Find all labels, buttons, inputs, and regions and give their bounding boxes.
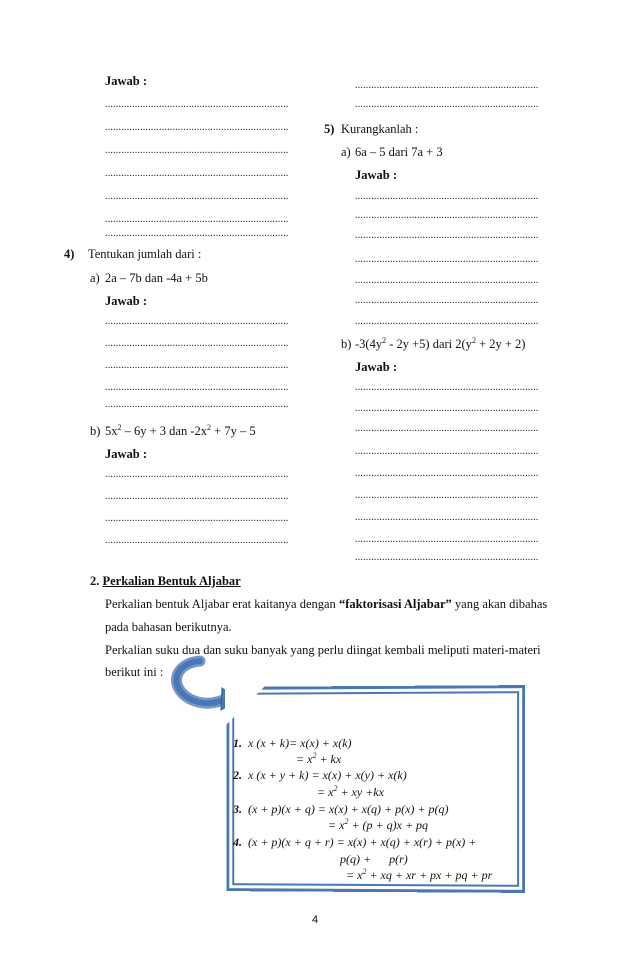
subquestion-text: 6a – 5 dari 7a + 3 [355, 145, 443, 159]
jawab-label: Jawab : [355, 360, 398, 374]
subquestion-text: 2a – 7b dan -4a + 5b [105, 271, 208, 285]
answer-line: .................................................................... [105, 168, 289, 179]
answer-line: .................................................................... [105, 316, 289, 327]
paragraph-line: pada bahasan berikutnya. [105, 620, 232, 634]
question-title: Kurangkanlah : [341, 122, 419, 136]
answer-line: .................................................................... [355, 210, 539, 221]
page-number: 4 [312, 914, 319, 926]
answer-line: .................................................................... [105, 191, 289, 202]
answer-line: .................................................................... [105, 399, 289, 410]
paragraph-line: Perkalian suku dua dan suku banyak yang perlu diingat kembali meliputi materi-materi [105, 643, 541, 657]
answer-line: .................................................................... [105, 469, 289, 480]
answer-line: .................................................................... [105, 122, 289, 133]
answer-line: .................................................................... [105, 145, 289, 156]
question-number: 4) [64, 247, 75, 261]
answer-line: .................................................................... [355, 403, 539, 414]
answer-line: .................................................................... [355, 552, 539, 563]
answer-line: .................................................................... [105, 214, 289, 225]
subquestion-label: b) [90, 424, 101, 438]
answer-line: .................................................................... [355, 382, 539, 393]
answer-line: .................................................................... [355, 316, 539, 327]
jawab-label: Jawab : [105, 74, 148, 88]
answer-line: .................................................................... [355, 99, 539, 110]
answer-line: .................................................................... [355, 468, 539, 479]
formula-3-line-1: 3. (x + p)(x + q) = x(x) + x(q) + p(x) + p(q) [233, 802, 449, 816]
formula-4-line-1: 4. (x + p)(x + q + r) = x(x) + x(q) + x(r) + p(x) + [233, 835, 477, 849]
answer-line: .................................................................... [105, 513, 289, 524]
formula-2-line-2: = $x^2$ + xy +kx [317, 784, 384, 799]
jawab-label: Jawab : [105, 294, 148, 308]
paragraph-line: berikut ini : [105, 665, 164, 679]
formula-4-line-2: p(q) + p(r) [340, 852, 408, 866]
answer-line: .................................................................... [355, 512, 539, 523]
answer-line: .................................................................... [105, 99, 289, 110]
answer-line: .................................................................... [105, 338, 289, 349]
formula-3-line-2: = $x^2 + (p + q)x$ + pq [328, 817, 429, 832]
answer-line: .................................................................... [355, 230, 539, 241]
answer-line: .................................................................... [105, 228, 289, 239]
answer-line: .................................................................... [355, 295, 539, 306]
subquestion-text: $5x^2 - 6y + 3$ dan $-2x^2 + 7y - 5$ [105, 422, 256, 438]
paragraph-line: Perkalian bentuk Aljabar erat kaitanya dengan “faktorisasi Aljabar” yang akan dibahas [105, 597, 548, 611]
answer-line: .................................................................... [355, 446, 539, 457]
answer-line: .................................................................... [355, 534, 539, 545]
formula-2-line-1: 2. x (x + y + k) = x(x) + x(y) + x(k) [233, 768, 407, 782]
section-number: 2. [90, 574, 100, 588]
jawab-label: Jawab : [355, 168, 398, 182]
formula-1-line-2: = $x^2$ + kx [296, 751, 342, 766]
formula-box-corner [225, 686, 265, 726]
formula-1-line-1: 1. x (x + k)= x(x) + x(k) [233, 736, 352, 750]
answer-line: .................................................................... [355, 254, 539, 265]
subquestion-label: a) [341, 145, 351, 159]
answer-line: .................................................................... [105, 360, 289, 371]
answer-line: .................................................................... [105, 382, 289, 393]
section-heading [90, 574, 241, 589]
answer-line: .................................................................... [105, 491, 289, 502]
jawab-label: Jawab : [105, 447, 148, 461]
answer-line: .................................................................... [355, 191, 539, 202]
section-title: Perkalian Bentuk Aljabar [102, 574, 241, 588]
subquestion-text: $-3(4y^2 - 2y +5)$ dari $2(y^2 + 2y + 2)$ [355, 335, 526, 351]
formula-4-line-3: = $x^2$ + xq + xr + px + pq + pr [346, 867, 493, 882]
question-title: Tentukan jumlah dari : [88, 247, 202, 261]
subquestion-label: a) [90, 271, 100, 285]
question-number: 5) [324, 122, 335, 136]
answer-line: .................................................................... [355, 275, 539, 286]
answer-line: .................................................................... [105, 535, 289, 546]
subquestion-label: b) [341, 337, 352, 351]
answer-line: .................................................................... [355, 490, 539, 501]
answer-line: .................................................................... [355, 80, 539, 91]
answer-line: .................................................................... [355, 423, 539, 434]
